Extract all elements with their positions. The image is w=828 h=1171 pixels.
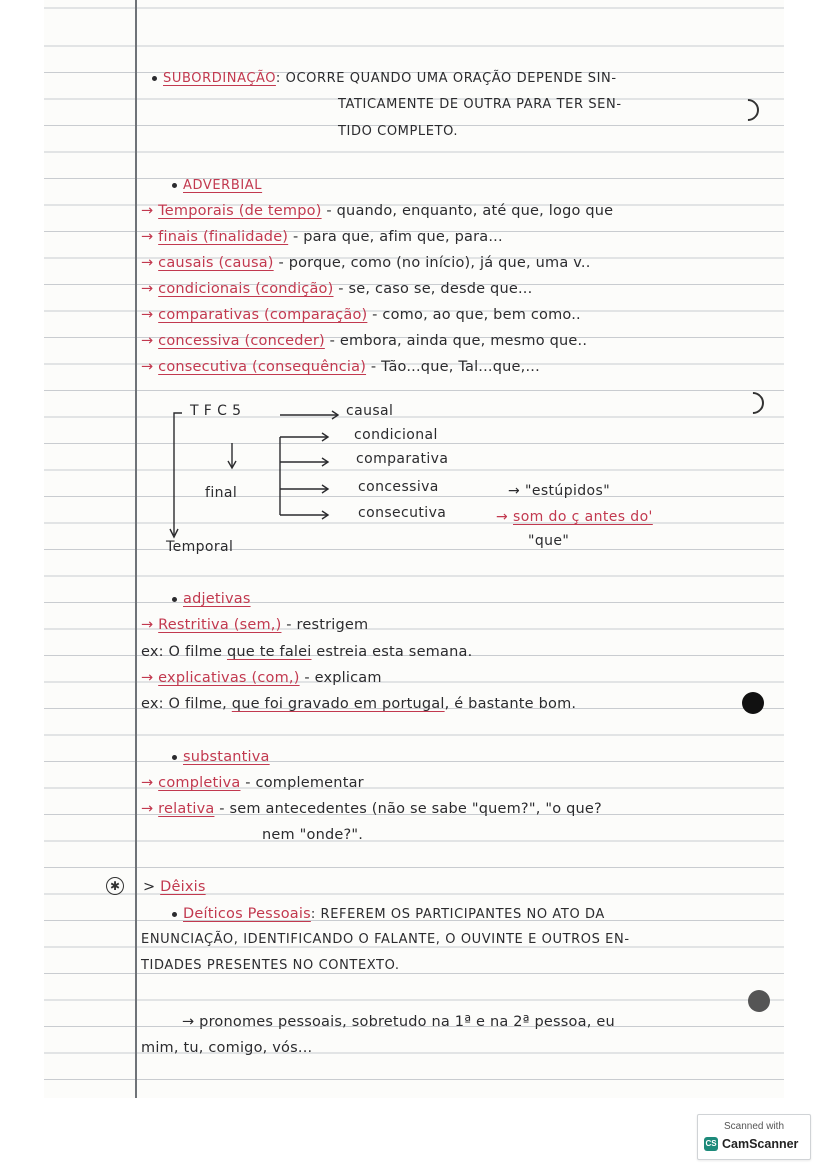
arrow-icon: →: [141, 359, 159, 375]
adverbial-examples: - Tão...que, Tal...que,...: [366, 359, 540, 375]
subordinacao-line-1: [152, 70, 617, 86]
bullet-icon: [172, 597, 177, 602]
branch-label: concessiva: [358, 479, 439, 495]
final-label: final: [205, 485, 238, 501]
adverbial-term: causais (causa): [158, 255, 274, 271]
camscanner-name: CamScanner: [722, 1137, 799, 1151]
tfcs-diagram: [160, 403, 653, 565]
relativa-line-2: nem "onde?".: [262, 827, 364, 843]
temporal-label: Temporal: [166, 539, 234, 555]
adverbial-examples: - como, ao que, bem como..: [367, 307, 581, 323]
adverbial-item: [141, 203, 613, 219]
margin-line: [135, 0, 137, 1098]
adverbial-item: [141, 255, 591, 271]
consecutiva-note: → som do ç antes do': [496, 509, 653, 525]
subordinacao-text-2: TATICAMENTE DE OUTRA PARA TER SEN-: [338, 97, 622, 112]
adverbial-term: Temporais (de tempo): [158, 203, 322, 219]
deiticos-line-1: Deíticos Pessoais: REFEREM OS PARTICIPANTES NO ATO DA: [172, 906, 605, 922]
adverbial-examples: - se, caso se, desde que...: [333, 281, 533, 297]
adverbial-heading: ADVERBIAL: [172, 177, 262, 193]
adverbial-term: condicionais (condição): [158, 281, 334, 297]
tfcs-letters: T F C 5: [190, 403, 242, 419]
adverbial-term: consecutiva (consequência): [158, 359, 367, 375]
subordinacao-text-1: : OCORRE QUANDO UMA ORAÇÃO DEPENDE SIN-: [275, 71, 617, 86]
bullet-icon: [172, 755, 177, 760]
scanned-with-label: Scanned with: [723, 1121, 785, 1132]
branch-label: condicional: [354, 427, 438, 443]
camscanner-logo-icon: CS: [704, 1137, 718, 1151]
deiticos-line-2: ENUNCIAÇÃO, IDENTIFICANDO O FALANTE, O OUVINTE E OUTROS EN-: [141, 932, 630, 947]
subordinacao-term: SUBORDINAÇÃO: [163, 71, 276, 86]
branch-label: causal: [346, 403, 394, 419]
camscanner-badge: [697, 1114, 811, 1160]
example-1: ex: O filme que te falei estreia esta semana.: [141, 644, 473, 660]
adverbial-item: [141, 307, 581, 323]
bullet-icon: [172, 912, 177, 917]
deiticos-line-3: TIDADES PRESENTES NO CONTEXTO.: [141, 958, 400, 973]
adverbial-examples: - quando, enquanto, até que, logo que: [321, 203, 614, 219]
adverbial-examples: - embora, ainda que, mesmo que..: [324, 333, 588, 349]
camscanner-brand: [704, 1137, 798, 1151]
explicativas-line: → explicativas (com,) - explicam: [141, 670, 382, 686]
subordinacao-text-3: TIDO COMPLETO.: [338, 124, 459, 139]
branch-label: consecutiva: [358, 505, 447, 521]
arrow-icon: →: [141, 255, 159, 271]
deixis-heading: > Dêixis: [143, 879, 206, 895]
adjetivas-heading: adjetivas: [172, 591, 251, 607]
adverbial-examples: - porque, como (no início), já que, uma v..: [273, 255, 591, 271]
star-circle-icon: ✱: [106, 877, 124, 895]
bullet-icon: [172, 183, 177, 188]
adverbial-item: [141, 229, 503, 245]
bullet-icon: [152, 76, 157, 81]
arrow-icon: →: [141, 333, 159, 349]
arrow-icon: →: [141, 281, 159, 297]
arrow-icon: →: [141, 307, 159, 323]
restritiva-line: → Restritiva (sem,) - restrigem: [141, 617, 369, 633]
que-note: "que": [528, 533, 570, 549]
adverbial-term: concessiva (conceder): [158, 333, 325, 349]
adverbial-term: finais (finalidade): [158, 229, 289, 245]
branch-label: comparativa: [356, 451, 449, 467]
adverbial-item: [141, 359, 540, 375]
completiva-line: → completiva - complementar: [141, 775, 364, 791]
scribble-icon: [748, 990, 770, 1012]
arrow-icon: →: [141, 203, 159, 219]
adverbial-examples: - para que, afim que, para...: [288, 229, 503, 245]
ink-blot-icon: [742, 692, 764, 714]
pronomes-line-2: mim, tu, comigo, vós...: [141, 1040, 313, 1056]
substantiva-heading: substantiva: [172, 749, 270, 765]
arrow-icon: →: [141, 229, 159, 245]
pronomes-line-1: → pronomes pessoais, sobretudo na 1ª e na 2ª pessoa, eu: [182, 1014, 615, 1030]
adverbial-item: [141, 281, 532, 297]
adverbial-term: comparativas (comparação): [158, 307, 368, 323]
relativa-line: → relativa - sem antecedentes (não se sabe "quem?", "o que?: [141, 801, 602, 817]
temporal-bracket: [174, 413, 182, 535]
example-2: ex: O filme, que foi gravado em portugal, é bastante bom.: [141, 696, 577, 712]
concessiva-note: → "estúpidos": [508, 483, 611, 499]
adverbial-item: [141, 333, 587, 349]
